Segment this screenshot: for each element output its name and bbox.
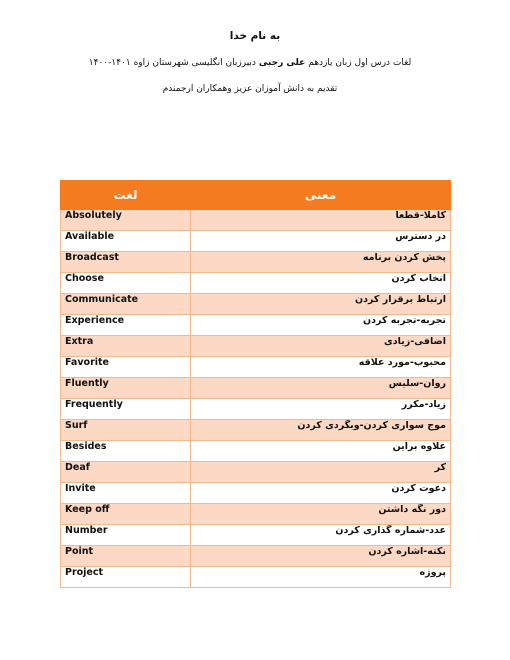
word-cell: Communicate: [61, 294, 191, 315]
meaning-cell: دور نگه داشتن: [191, 504, 451, 525]
table-row: [61, 336, 451, 357]
table-row: [61, 483, 451, 504]
meaning-cell: علاوه براین: [191, 441, 451, 462]
meaning-cell: روان-سلیس: [191, 378, 451, 399]
table-header-row: [61, 181, 451, 210]
meaning-cell: ارتباط برقرار کردن: [191, 294, 451, 315]
meaning-cell: تجربه-تجربه کردن: [191, 315, 451, 336]
author-name: علی رجبی: [258, 58, 306, 68]
word-cell: Number: [61, 525, 191, 546]
table-row: [61, 504, 451, 525]
meaning-cell: پروژه: [191, 567, 451, 588]
word-cell: Available: [61, 231, 191, 252]
table-row: [61, 273, 451, 294]
table-row: [61, 441, 451, 462]
dedication-line: تقدیم به دانش آموزان عزیز وهمکاران ارجمندم: [162, 84, 338, 94]
table-row: [61, 399, 451, 420]
word-cell: Absolutely: [61, 210, 191, 231]
meaning-cell: کر: [191, 462, 451, 483]
meaning-cell: زیاد-مکرر: [191, 399, 451, 420]
word-cell: Deaf: [61, 462, 191, 483]
table-body: [61, 210, 451, 588]
meaning-cell: انخاب کردن: [191, 273, 451, 294]
meaning-cell: موج سواری کردن-وبگردی کردن: [191, 420, 451, 441]
word-cell: Frequently: [61, 399, 191, 420]
meaning-cell: نکته-اشاره کردن: [191, 546, 451, 567]
table-row: [61, 231, 451, 252]
subtitle-line: [60, 58, 440, 68]
word-cell: Keep off: [61, 504, 191, 525]
table-row: [61, 525, 451, 546]
word-cell: Project: [61, 567, 191, 588]
word-cell: Broadcast: [61, 252, 191, 273]
vocabulary-table: [60, 180, 451, 588]
table-row: [61, 315, 451, 336]
word-cell: Choose: [61, 273, 191, 294]
meaning-cell: دعوت کردن: [191, 483, 451, 504]
meaning-cell: عدد-شماره گذاری کردن: [191, 525, 451, 546]
word-cell: Fluently: [61, 378, 191, 399]
table-row: [61, 378, 451, 399]
table-row: [61, 357, 451, 378]
header-word: لغت: [61, 181, 191, 210]
table-row: [61, 210, 451, 231]
header-meaning: معنی: [191, 181, 451, 210]
meaning-cell: محبوب-مورد علاقه: [191, 357, 451, 378]
meaning-cell: پخش کردن برنامه: [191, 252, 451, 273]
table-row: [61, 420, 451, 441]
word-cell: Experience: [61, 315, 191, 336]
table-row: [61, 294, 451, 315]
meaning-cell: کاملا-قطعا: [191, 210, 451, 231]
page-title: به نام خدا: [229, 30, 281, 42]
word-cell: Surf: [61, 420, 191, 441]
meaning-cell: در دسترس: [191, 231, 451, 252]
meaning-cell: اضافی-زیادی: [191, 336, 451, 357]
table-row: [61, 546, 451, 567]
table-row: [61, 252, 451, 273]
word-cell: Point: [61, 546, 191, 567]
word-cell: Besides: [61, 441, 191, 462]
subtitle-prefix: لغات درس اول زبان یازدهم: [308, 58, 412, 68]
word-cell: Favorite: [61, 357, 191, 378]
word-cell: Invite: [61, 483, 191, 504]
word-cell: Extra: [61, 336, 191, 357]
table-row: [61, 567, 451, 588]
table-row: [61, 462, 451, 483]
subtitle-suffix: دبیرزبان انگلیسی شهرستان زاوه ۱۴۰۱-۱۴۰۰: [88, 58, 256, 68]
